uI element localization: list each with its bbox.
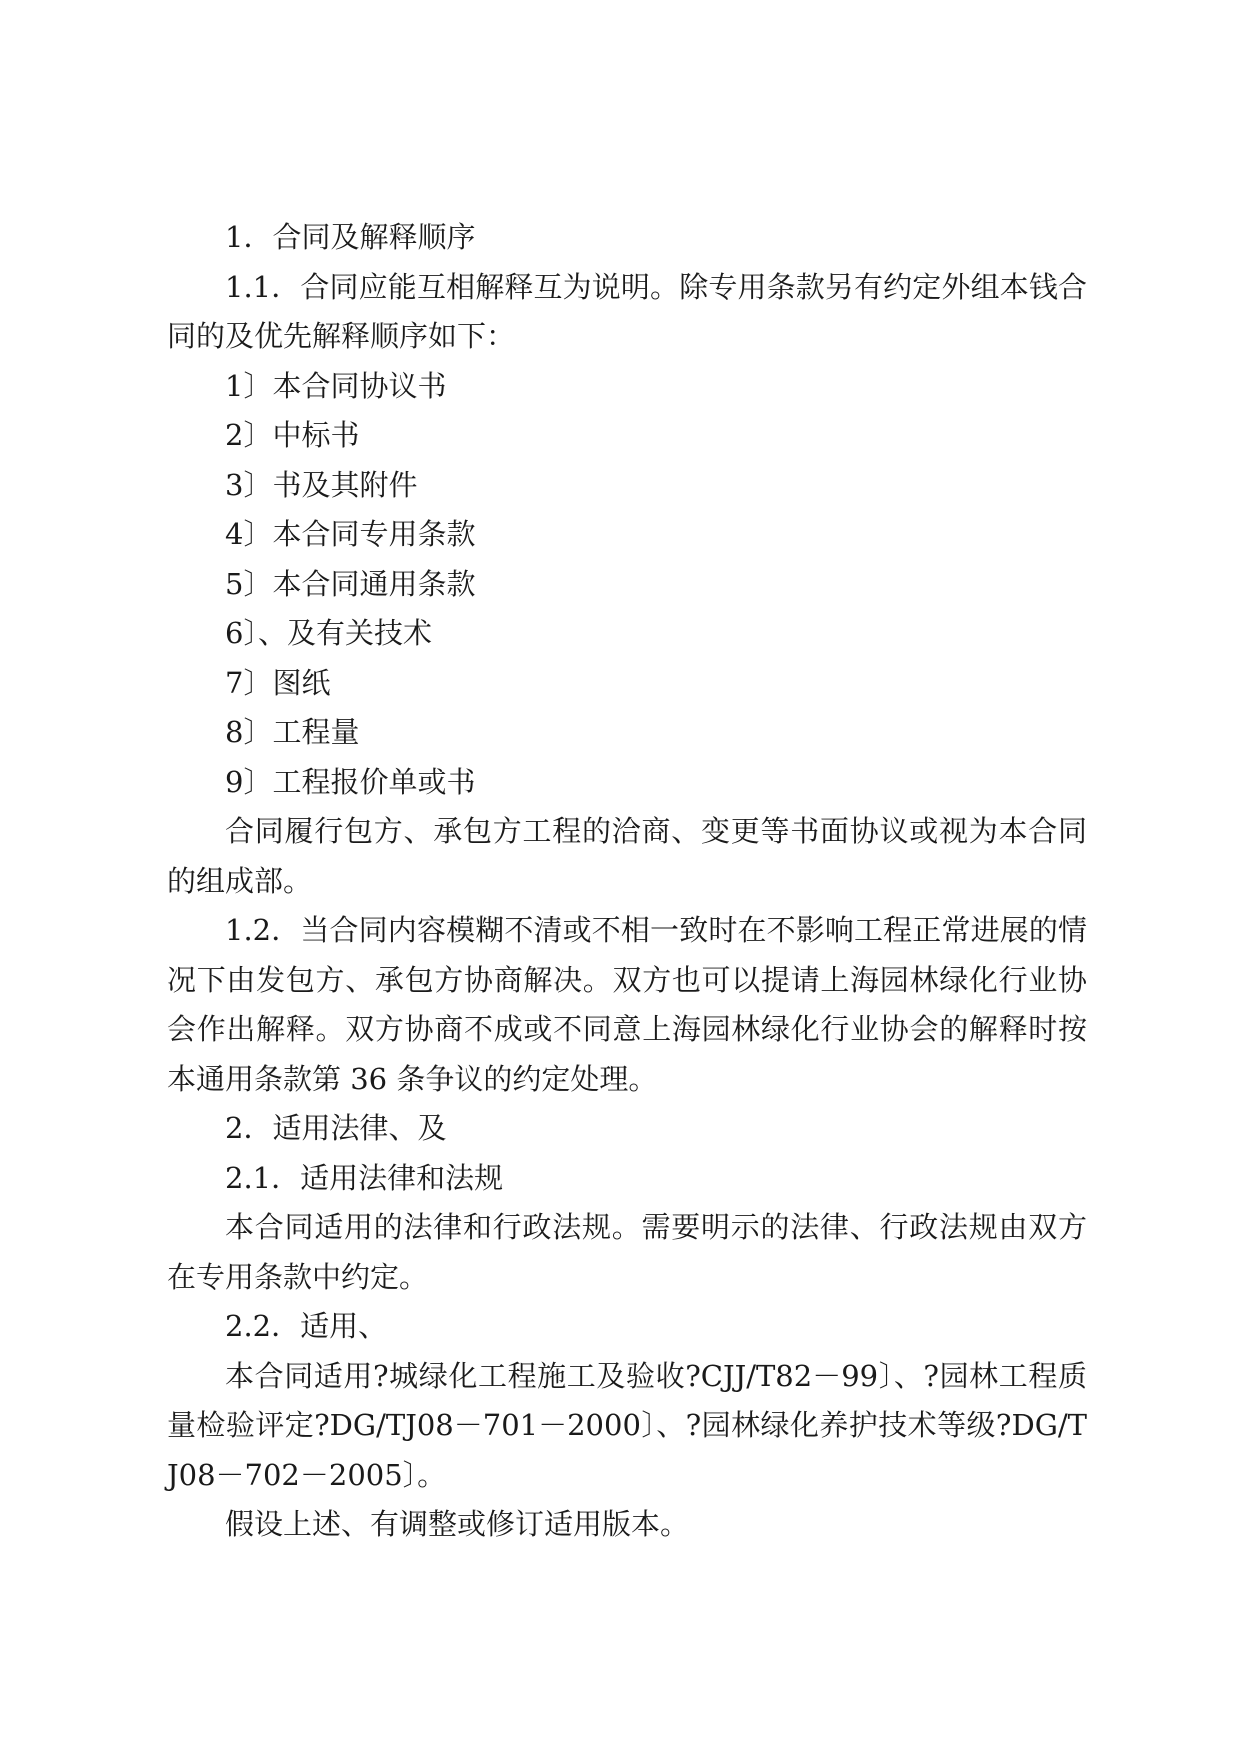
list-item-6: 6〕、及有关技术 [225,616,432,650]
section-heading-2: 2．适用法律、及 [225,1111,447,1145]
clause-1-1: 1.1．合同应能互相解释互为说明。除专用条款另有约定外组本钱合同的及优先解释顺序如下： [167,269,1087,353]
section-heading-1: 1．合同及解释顺序 [225,220,476,254]
clause-2-1: 2.1．适用法律和法规 [225,1160,504,1195]
list-item-5: 5〕本合同通用条款 [225,566,476,601]
list-item-8: 8〕工程量 [225,715,360,749]
document-body [167,213,1087,1550]
body-paragraph: 本合同适用的法律和行政法规。需要明示的法律、行政法规由双方在专用条款中约定。 [167,1210,1087,1294]
list-item-3: 3〕书及其附件 [225,467,418,502]
list-item-1: 1〕本合同协议书 [225,368,447,403]
clause-1-2: 1.2．当合同内容模糊不清或不相一致时在不影响工程正常进展的情况下由发包方、承包方协商解决。双方也可以提请上海园林绿化行业协会作出解释。双方协商不成或不同意上海园林绿化行业协会的解释时按本通用条款第 36 条争议的约定处理。 [167,913,1087,1096]
body-paragraph: 本合同适用?城绿化工程施工及验收?CJJ/T82－99〕、?园林工程质量检验评定?DG/TJ08－701－2000〕、?园林绿化养护技术等级?DG/TJ08－702－2005〕。 [167,1358,1087,1492]
list-item-7: 7〕图纸 [225,665,331,700]
body-paragraph: 合同履行包方、承包方工程的洽商、变更等书面协议或视为本合同的组成部。 [167,814,1087,898]
list-item-9: 9〕工程报价单或书 [225,764,476,799]
list-item-4: 4〕本合同专用条款 [225,517,476,551]
body-paragraph: 假设上述、有调整或修订适用版本。 [225,1507,690,1541]
clause-2-2: 2.2．适用、 [225,1309,388,1343]
list-item-2: 2〕中标书 [225,418,360,452]
